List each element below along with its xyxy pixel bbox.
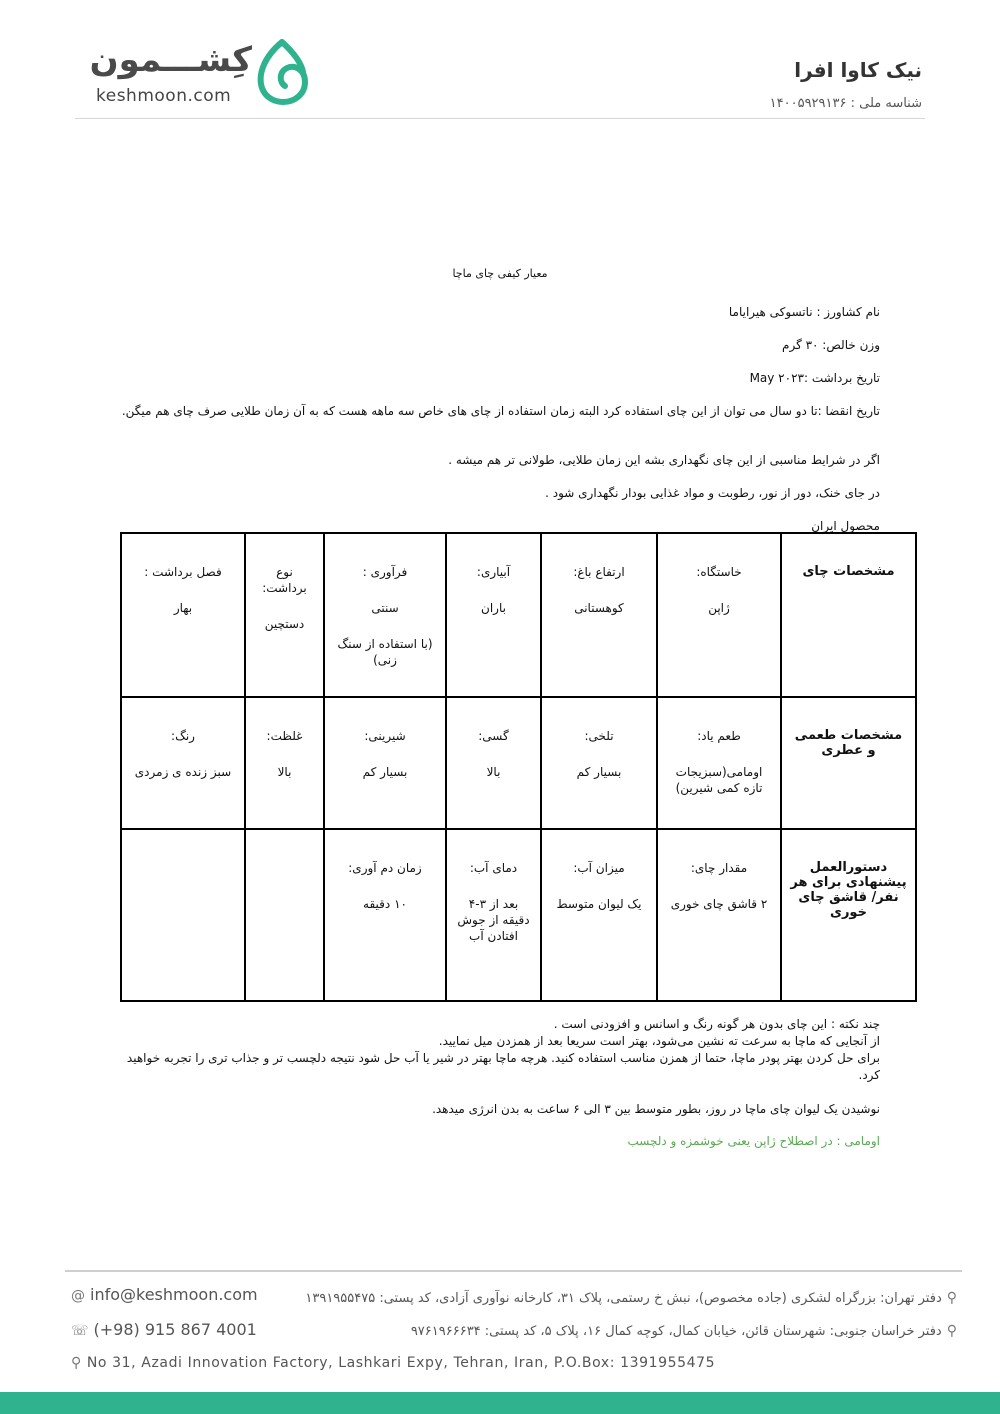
farmer-name: نام کشاورز : ناتسوکی هیرایاما <box>728 305 880 319</box>
table-cell: طعم یاد: اومامی(سبزیجات تازه کمی شیرین) <box>657 697 781 829</box>
table-row <box>121 533 916 697</box>
umami-definition: اومامی : در اصطلاح ژاپن یعنی خوشمزه و دلچسب <box>627 1134 880 1148</box>
keep-note: در جای خنک، دور از نور، رطوبت و مواد غذایی بودار نگهداری شود . <box>545 486 880 500</box>
note-line: چند نکته : این چای بدون هر گونه رنگ و اسانس و افزودنی است . <box>553 1017 880 1031</box>
table-cell: نوع برداشت: دستچین <box>245 533 324 697</box>
harvest-date: تاریخ برداشت :May ۲۰۲۳ <box>749 371 880 385</box>
table-cell-empty <box>121 829 245 1001</box>
row-header: مشخصات طعمی و عطری <box>781 697 916 829</box>
national-id: شناسه ملی : ۱۴۰۰۵۹۲۹۱۳۶ <box>769 96 922 111</box>
footer-address-tehran: ⚲دفتر تهران: بزرگراه لشکری (جاده مخصوص)، نبش خ رستمی، پلاک ۳۱، کارخانه نوآوری آزادی، کد پستی: ۱۳۹۱۹۵۵۴۷۵ <box>305 1290 957 1306</box>
table-cell: دمای آب: بعد از ۳-۴ دقیقه از جوش افتادن آب <box>446 829 541 1001</box>
origin-text: محصول ایران <box>811 519 880 533</box>
storage-note: اگر در شرایط مناسبی از این چای نگهداری بشه این زمان طلایی، طولانی تر هم میشه . <box>448 453 880 467</box>
table-cell: گسی: بالا <box>446 697 541 829</box>
keshmoon-logo[interactable] <box>89 36 312 110</box>
keshmoon-leaf-icon <box>255 38 309 106</box>
location-pin-icon: ⚲ <box>946 1323 957 1339</box>
table-cell: فصل برداشت : بهار <box>121 533 245 697</box>
table-cell: غلظت: بالا <box>245 697 324 829</box>
header-divider <box>75 118 925 119</box>
footer-address-khorasan: ⚲دفتر خراسان جنوبی: شهرستان قائن، خیابان کمال، کوچه کمال ۱۶، پلاک ۵، کد پستی: ۹۷۶۱۹۶۶۶۳۴ <box>410 1323 957 1339</box>
footer-divider <box>65 1270 962 1272</box>
row-header: مشخصات چای <box>781 533 916 697</box>
footer-address-en: ⚲ No 31, Azadi Innovation Factory, Lashkari Expy, Tehran, Iran, P.O.Box: 1391955475 <box>71 1355 716 1371</box>
net-weight: وزن خالص: ۳۰ گرم <box>782 338 880 352</box>
table-cell: زمان دم آوری: ۱۰ دقیقه <box>324 829 446 1001</box>
table-cell: شیرینی: بسیار کم <box>324 697 446 829</box>
table-cell-empty <box>245 829 324 1001</box>
footer-email[interactable]: @ info@keshmoon.com <box>71 1285 258 1304</box>
document-title: معیار کیفی چای ماچا <box>452 267 548 280</box>
table-cell: رنگ: سبز زنده ی زمردی <box>121 697 245 829</box>
footer-phone[interactable]: ☏ (+98) 915 867 4001 <box>71 1320 257 1339</box>
company-name: نیک کاوا افرا <box>794 58 922 82</box>
email-icon: @ <box>71 1288 85 1304</box>
notes-block <box>120 1016 880 1084</box>
table-row <box>121 697 916 829</box>
table-cell: خاستگاه: ژاپن <box>657 533 781 697</box>
table-cell: مقدار چای: ۲ قاشق چای خوری <box>657 829 781 1001</box>
table-row <box>121 829 916 1001</box>
spec-table <box>120 532 917 1002</box>
footer-brand-bar <box>0 1392 1000 1414</box>
table-cell: تلخی: بسیار کم <box>541 697 657 829</box>
daily-energy-note: نوشیدن یک لیوان چای ماچا در روز، بطور متوسط بین ۳ الی ۶ ساعت به بدن انرژی میدهد. <box>432 1102 880 1116</box>
note-line: از آنجایی که ماچا به سرعت ته نشین می‌شود، بهتر است سریعا بعد از همزدن میل نمایید. <box>438 1034 880 1048</box>
row-header: دستورالعمل پیشنهادی برای هر نفر/ قاشق چای خوری <box>781 829 916 1001</box>
table-cell: ارتفاع باغ: کوهستانی <box>541 533 657 697</box>
company-block <box>770 58 922 111</box>
logo-text-fa: کِشـــمون <box>89 40 252 80</box>
note-line: برای حل کردن بهتر پودر ماچا، حتما از همزن مناسب استفاده کنید. هرچه ماچا بهتر در شیر یا آب حل شود نتیجه دلچسب تر و جذاب تری را تجربه خواهید کرد. <box>126 1051 880 1082</box>
table-cell: آبیاری: باران <box>446 533 541 697</box>
table-cell: میزان آب: یک لیوان متوسط <box>541 829 657 1001</box>
phone-icon: ☏ <box>71 1323 89 1339</box>
logo-text-en: keshmoon.com <box>96 86 232 106</box>
location-pin-icon: ⚲ <box>71 1355 82 1371</box>
expiry-text: تاریخ انقضا :تا دو سال می توان از این چای استفاده کرد البته زمان استفاده از چای های خاص سه ماهه هست که به آن زمان طلایی صرف چای هم میگن. <box>121 404 880 418</box>
location-pin-icon: ⚲ <box>946 1290 957 1306</box>
table-cell: فرآوری : سنتی (با استفاده از سنگ زنی) <box>324 533 446 697</box>
